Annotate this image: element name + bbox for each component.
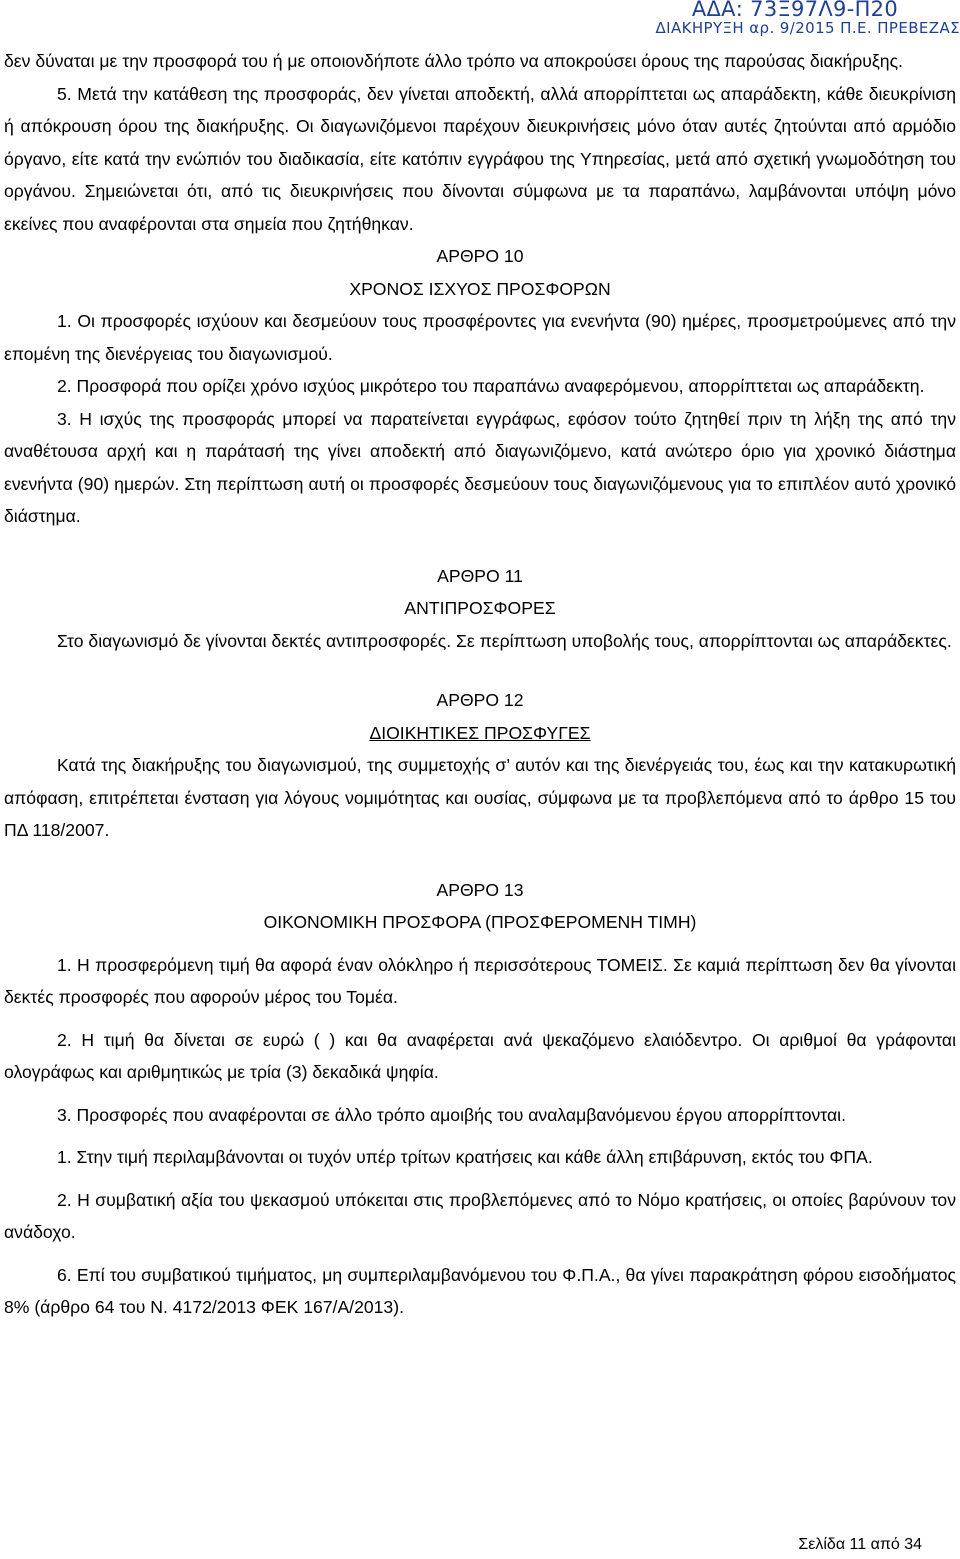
article-12-subtitle: ΔΙΟΙΚΗΤΙΚΕΣ ΠΡΟΣΦΥΓΕΣ (369, 722, 591, 743)
article-11-paragraph-1: Στο διαγωνισμό δε γίνονται δεκτές αντιπροσφορές. Σε περίπτωση υποβολής τους, απορρίπτονται ως απαράδεκτες. (57, 630, 952, 651)
article-10-paragraph-3: 3. Η ισχύς της προσφοράς μπορεί να παρατείνεται εγγράφως, εφόσον τούτο ζητηθεί πριν τη λήξη της από την αναθέτουσα αρχή και η παράτασή της γίνει αποδεκτή από διαγωνιζόμενο, κατά ανώτερο όριο για χρονικό διάστημα ενενήντα (90) ημερών. Στη περίπτωση αυτή οι προσφορές δεσμεύουν τους διαγωνιζόμενους για το επιπλέον αυτό χρονικό διάστημα. (4, 408, 956, 526)
page-number: Σελίδα 11 από 34 (798, 1536, 922, 1553)
article-13-paragraph-3: 3. Προσφορές που αναφέρονται σε άλλο τρόπο αμοιβής του αναλαμβανόμενου έργου απορρίπτονται. (57, 1104, 846, 1125)
document-body (4, 45, 956, 1324)
article-12-title: ΑΡΘΡΟ 12 (436, 690, 524, 710)
article-13-paragraph-1: 1. Η προσφερόμενη τιμή θα αφορά έναν ολόκληρο ή περισσότερους ΤΟΜΕΙΣ. Σε καμιά περίπτωση δεν θα γίνονται δεκτές προσφορές που αφορούν μέρος του Τομέα. (4, 954, 956, 1007)
article-10-title: ΑΡΘΡΟ 10 (436, 246, 524, 266)
document-reference: ΔΙΑΚΗΡΥΞΗ αρ. 9/2015 Π.Ε. ΠΡΕΒΕΖΑΣ (655, 19, 960, 37)
article-10-paragraph-1: 1. Οι προσφορές ισχύουν και δεσμεύουν τους προσφέροντες για ενενήντα (90) ημέρες, προσμετρούμενες από την επομένη της διενέργειας του διαγωνισμού. (4, 311, 956, 364)
article-11-title: ΑΡΘΡΟ 11 (437, 565, 523, 586)
article-13-subtitle: ΟΙΚΟΝΟΜΙΚΗ ΠΡΟΣΦΟΡΑ (ΠΡΟΣΦΕΡΟΜΕΝΗ ΤΙΜΗ) (263, 912, 697, 932)
article-13-paragraph-2: 2. Η τιμή θα δίνεται σε ευρώ ( ) και θα αναφέρεται ανά ψεκαζόμενο ελαιόδεντρο. Οι αριθμοί θα γράφονται ολογράφως και αριθμητικώς με τρία (3) δεκαδικά ψηφία. (4, 1029, 956, 1082)
article-11-subtitle: ΑΝΤΙΠΡΟΣΦΟΡΕΣ (404, 598, 556, 618)
article-13-paragraph-6: 6. Επί του συμβατικού τιμήματος, μη συμπεριλαμβανόμενου του Φ.Π.Α., θα γίνει παρακράτηση φόρου εισοδήματος 8% (άρθρο 64 του Ν. 4172/2013 ΦΕΚ 167/Α/2013). (4, 1264, 956, 1317)
ada-stamp: ΑΔΑ: 73Ξ97Λ9-Π20 (691, 0, 898, 21)
paragraph-item-5: 5. Μετά την κατάθεση της προσφοράς, δεν γίνεται αποδεκτή, αλλά απορρίπτεται ως απαράδεκτη, κάθε διευκρίνιση ή απόκρουση όρου της διακήρυξης. Οι διαγωνιζόμενοι παρέχουν διευκρινήσεις μόνο όταν αυτές ζητούνται από αρμόδιο όργανο, είτε κατά την ενώπιόν του διαδικασία, είτε κατόπιν εγγράφου της Υπηρεσίας, μετά από σχετική γνωμοδότηση του οργάνου. Σημειώνεται ότι, από τις διευκρινήσεις που δίνονται σύμφωνα με τα παραπάνω, λαμβάνονται υπόψη μόνο εκείνες που αναφέρονται στα σημεία που ζητήθηκαν. (4, 83, 956, 234)
article-13-paragraph-4: 1. Στην τιμή περιλαμβάνονται οι τυχόν υπέρ τρίτων κρατήσεις και κάθε άλλη επιβάρυνση, εκτός του ΦΠΑ. (57, 1147, 873, 1167)
article-12-paragraph-1: Κατά της διακήρυξης του διαγωνισμού, της συμμετοχής σ’ αυτόν και της διενέργειάς του, έως και την κατακυρωτική απόφαση, επιτρέπεται ένσταση για λόγους νομιμότητας και ουσίας, σύμφωνα με τα προβλεπόμενα από το άρθρο 15 του ΠΔ 118/2007. (4, 755, 956, 840)
article-13-paragraph-5: 2. Η συμβατική αξία του ψεκασμού υπόκειται στις προβλεπόμενες από το Νόμο κρατήσεις, οι οποίες βαρύνουν τον ανάδοχο. (4, 1189, 956, 1242)
article-10-subtitle: ΧΡΟΝΟΣ ΙΣΧΥΟΣ ΠΡΟΣΦΟΡΩΝ (349, 278, 611, 299)
paragraph-intro: δεν δύναται με την προσφορά του ή με οποιονδήποτε άλλο τρόπο να αποκρούσει όρους της παρούσας διακήρυξης. (4, 51, 903, 71)
article-10-paragraph-2: 2. Προσφορά που ορίζει χρόνο ισχύος μικρότερο του παραπάνω αναφερόμενου, απορρίπτεται ως απαράδεκτη. (57, 376, 925, 396)
article-13-title: ΑΡΘΡΟ 13 (436, 879, 524, 900)
